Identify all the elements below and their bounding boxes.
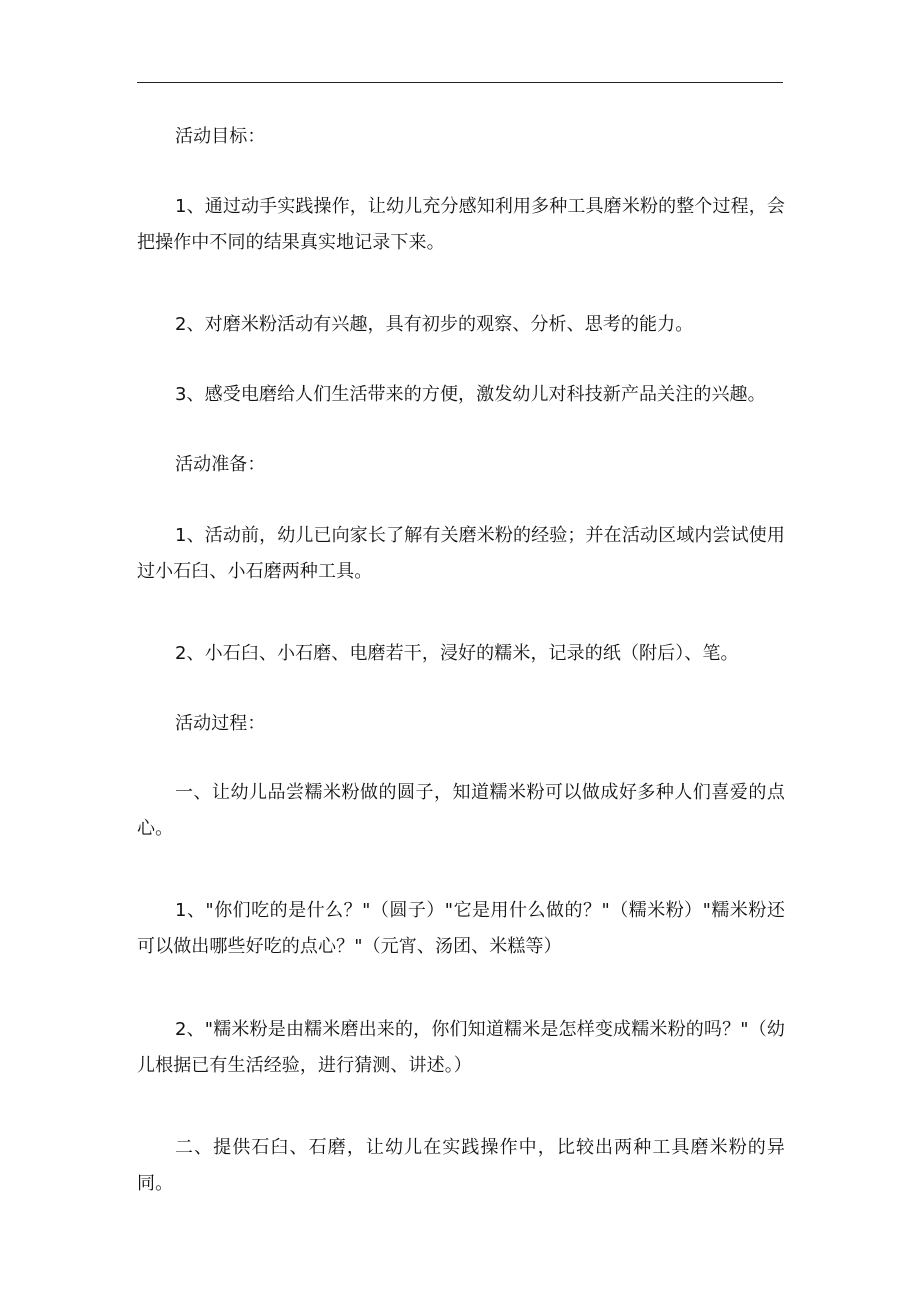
preparation-item-1: 1、活动前，幼儿已向家长了解有关磨米粉的经验；并在活动区域内尝试使用过小石臼、小石磨两种工具。 xyxy=(137,525,785,582)
process-step-1: 一、让幼儿品尝糯米粉做的圆子，知道糯米粉可以做成好多种人们喜爱的点心。 xyxy=(137,782,785,839)
process-step-1-item-2: 2、"糯米粉是由糯米磨出来的，你们知道糯米是怎样变成糯米粉的吗？"（幼儿根据已有生活经验，进行猜测、讲述。） xyxy=(137,1019,785,1076)
goal-item-1: 1、通过动手实践操作，让幼儿充分感知利用多种工具磨米粉的整个过程，会把操作中不同的结果真实地记录下来。 xyxy=(137,196,785,253)
goal-item-3: 3、感受电磨给人们生活带来的方便，激发幼儿对科技新产品关注的兴趣。 xyxy=(175,384,766,405)
heading-activity-goals: 活动目标： xyxy=(175,126,266,147)
heading-activity-process: 活动过程： xyxy=(175,713,266,734)
header-rule xyxy=(137,82,783,83)
process-step-2: 二、提供石臼、石磨，让幼儿在实践操作中，比较出两种工具磨米粉的异同。 xyxy=(137,1137,785,1194)
process-step-1-item-1: 1、"你们吃的是什么？"（圆子）"它是用什么做的？"（糯米粉）"糯米粉还可以做出哪些好吃的点心？"（元宵、汤团、米糕等） xyxy=(137,900,785,957)
heading-activity-preparation: 活动准备： xyxy=(175,454,266,475)
preparation-item-2: 2、小石臼、小石磨、电磨若干，浸好的糯米，记录的纸（附后）、笔。 xyxy=(175,643,739,664)
goal-item-2: 2、对磨米粉活动有兴趣，具有初步的观察、分析、思考的能力。 xyxy=(175,314,694,335)
